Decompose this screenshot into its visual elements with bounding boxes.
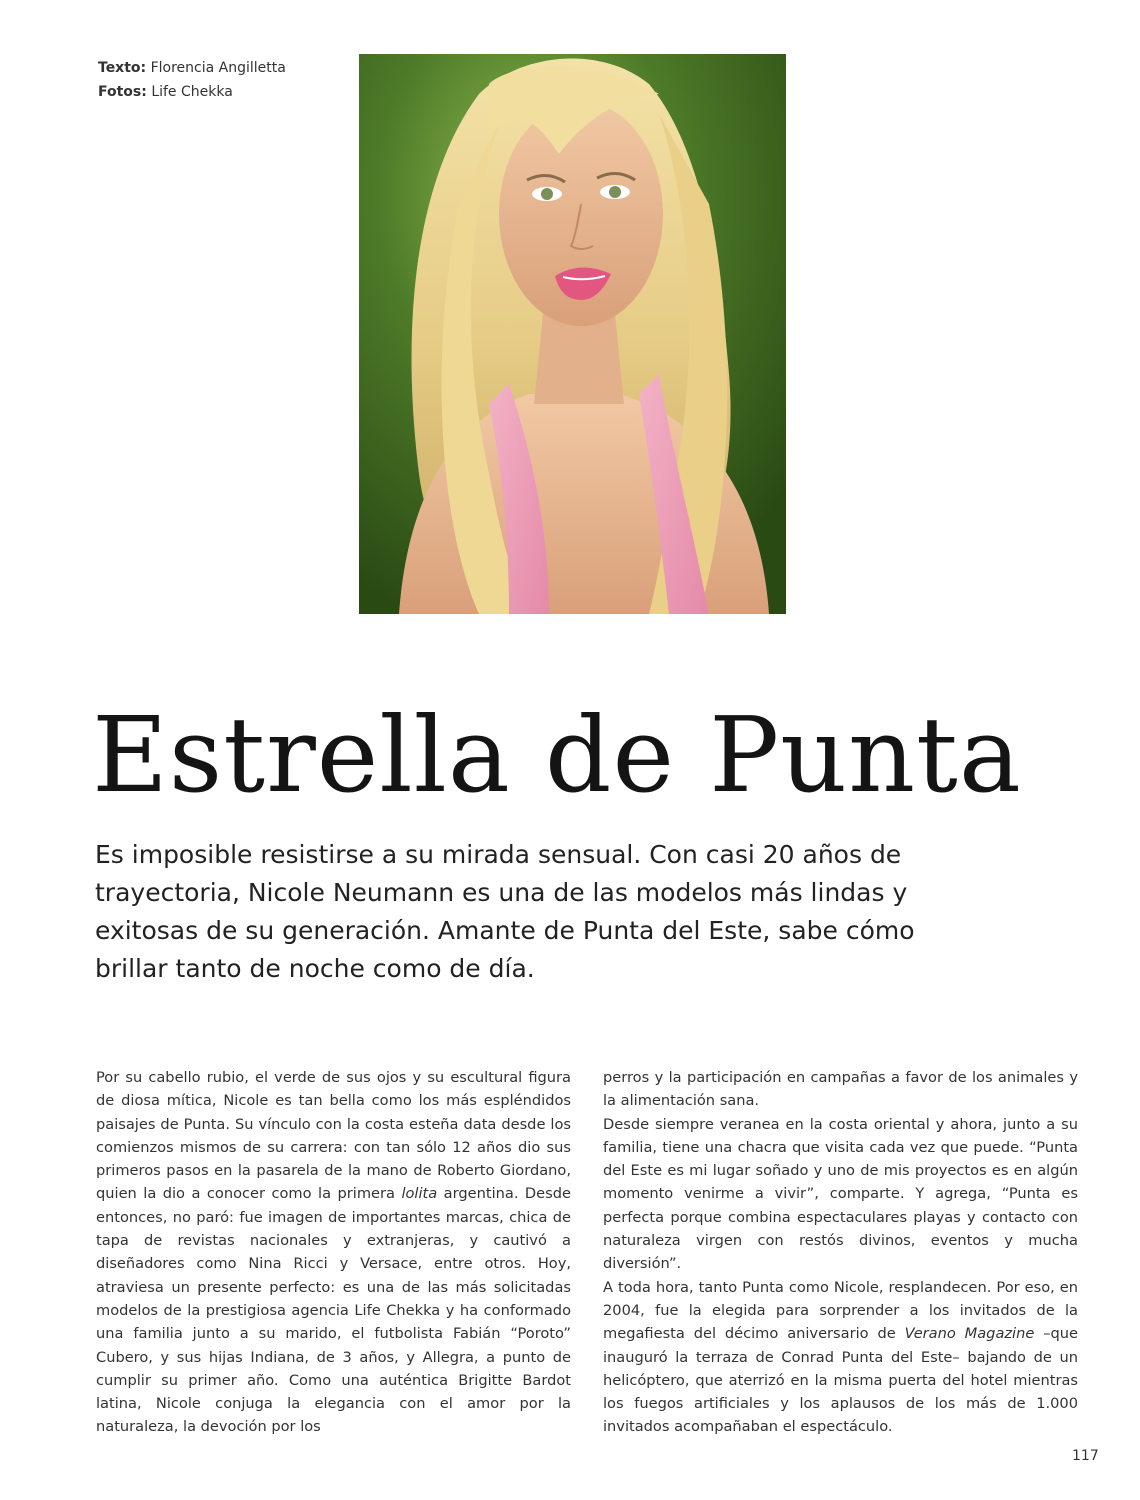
body-paragraph: Desde siempre veranea en la costa oriental y ahora, junto a su familia, tiene una chacra que visita cada vez que puede. “Punta del Este es mi lugar soñado y uno de mis proyectos es en algún momento venirme a vivir”, comparte. Y agrega, “Punta es perfecta porque combina espectaculares playas y contacto con naturaleza virgen con restós divinos, eventos y mucha diversión”. [603,1115,1078,1273]
body-text: –que inauguró la terraza de Conrad Punta del Este– bajando de un helicóptero, que aterrizó en la misma puerta del hotel mientras los fuegos artificiales y los aplausos de los más de 1.000 invitados acompañaban el espectáculo. [603,1325,1078,1436]
body-column-left [96,1066,571,1439]
text-credit [98,56,286,80]
body-text: A toda hora, tanto Punta como Nicole, resplandecen. Por eso, en 2004, fue la elegida para sorprender a los invitados de la megafiesta del décimo aniversario de [603,1278,1078,1343]
body-emphasis: lolita [401,1185,438,1203]
body-text: argentina. Desde entonces, no paró: fue imagen de importantes marcas, chica de tapa de revistas nacionales y extranjeras, y cautivó a diseñadores como Nina Ricci y Versace, entre otros. Hoy, atraviesa un presente perfecto: es una de las más solicitadas modelos de la prestigiosa agencia Life Chekka y ha conformado una familia junto a su marido, el futbolista Fabián “Poroto” Cubero, y sus hijas Indiana, de 3 años, y Allegra, a punto de cumplir su primer año. Como una auténtica Brigitte Bardot latina, Nicole conjuga la elegancia con el amor por la naturaleza, la devoción por los [96,1185,571,1436]
body-column-right [603,1066,1078,1439]
portrait-photo [359,54,786,614]
photo-credit-author: Life Chekka [151,84,233,100]
photo-credit [98,80,286,104]
body-text: Por su cabello rubio, el verde de sus ojos y su escultural figura de diosa mítica, Nicole es tan bella como los más espléndidos paisajes de Punta. Su vínculo con la costa esteña data desde los comienzos mismos de su carrera: con tan sólo 12 años dio sus primeros pasos en la pasarela de la mano de Roberto Giordano, quien la dio a conocer como la primera [96,1069,571,1203]
body-paragraph [96,1066,571,1439]
text-credit-label: Texto: [98,60,147,76]
body-paragraph [603,1276,1078,1439]
article-lead: Es imposible resistirse a su mirada sensual. Con casi 20 años de trayectoria, Nicole Neumann es una de las modelos más lindas y exitosas de su generación. Amante de Punta del Este, sabe cómo brillar tanto de noche como de día. [95,840,915,983]
credits [98,56,286,104]
article-title: Estrella de Punta [92,694,1022,816]
photo-credit-label: Fotos: [98,84,147,100]
portrait-illustration [359,54,786,614]
body-paragraph: perros y la participación en campañas a favor de los animales y la alimentación sana. [603,1069,1078,1110]
page-number: 117 [1072,1448,1099,1464]
text-credit-author: Florencia Angilletta [150,60,286,76]
body-emphasis: Verano Magazine [904,1325,1035,1343]
